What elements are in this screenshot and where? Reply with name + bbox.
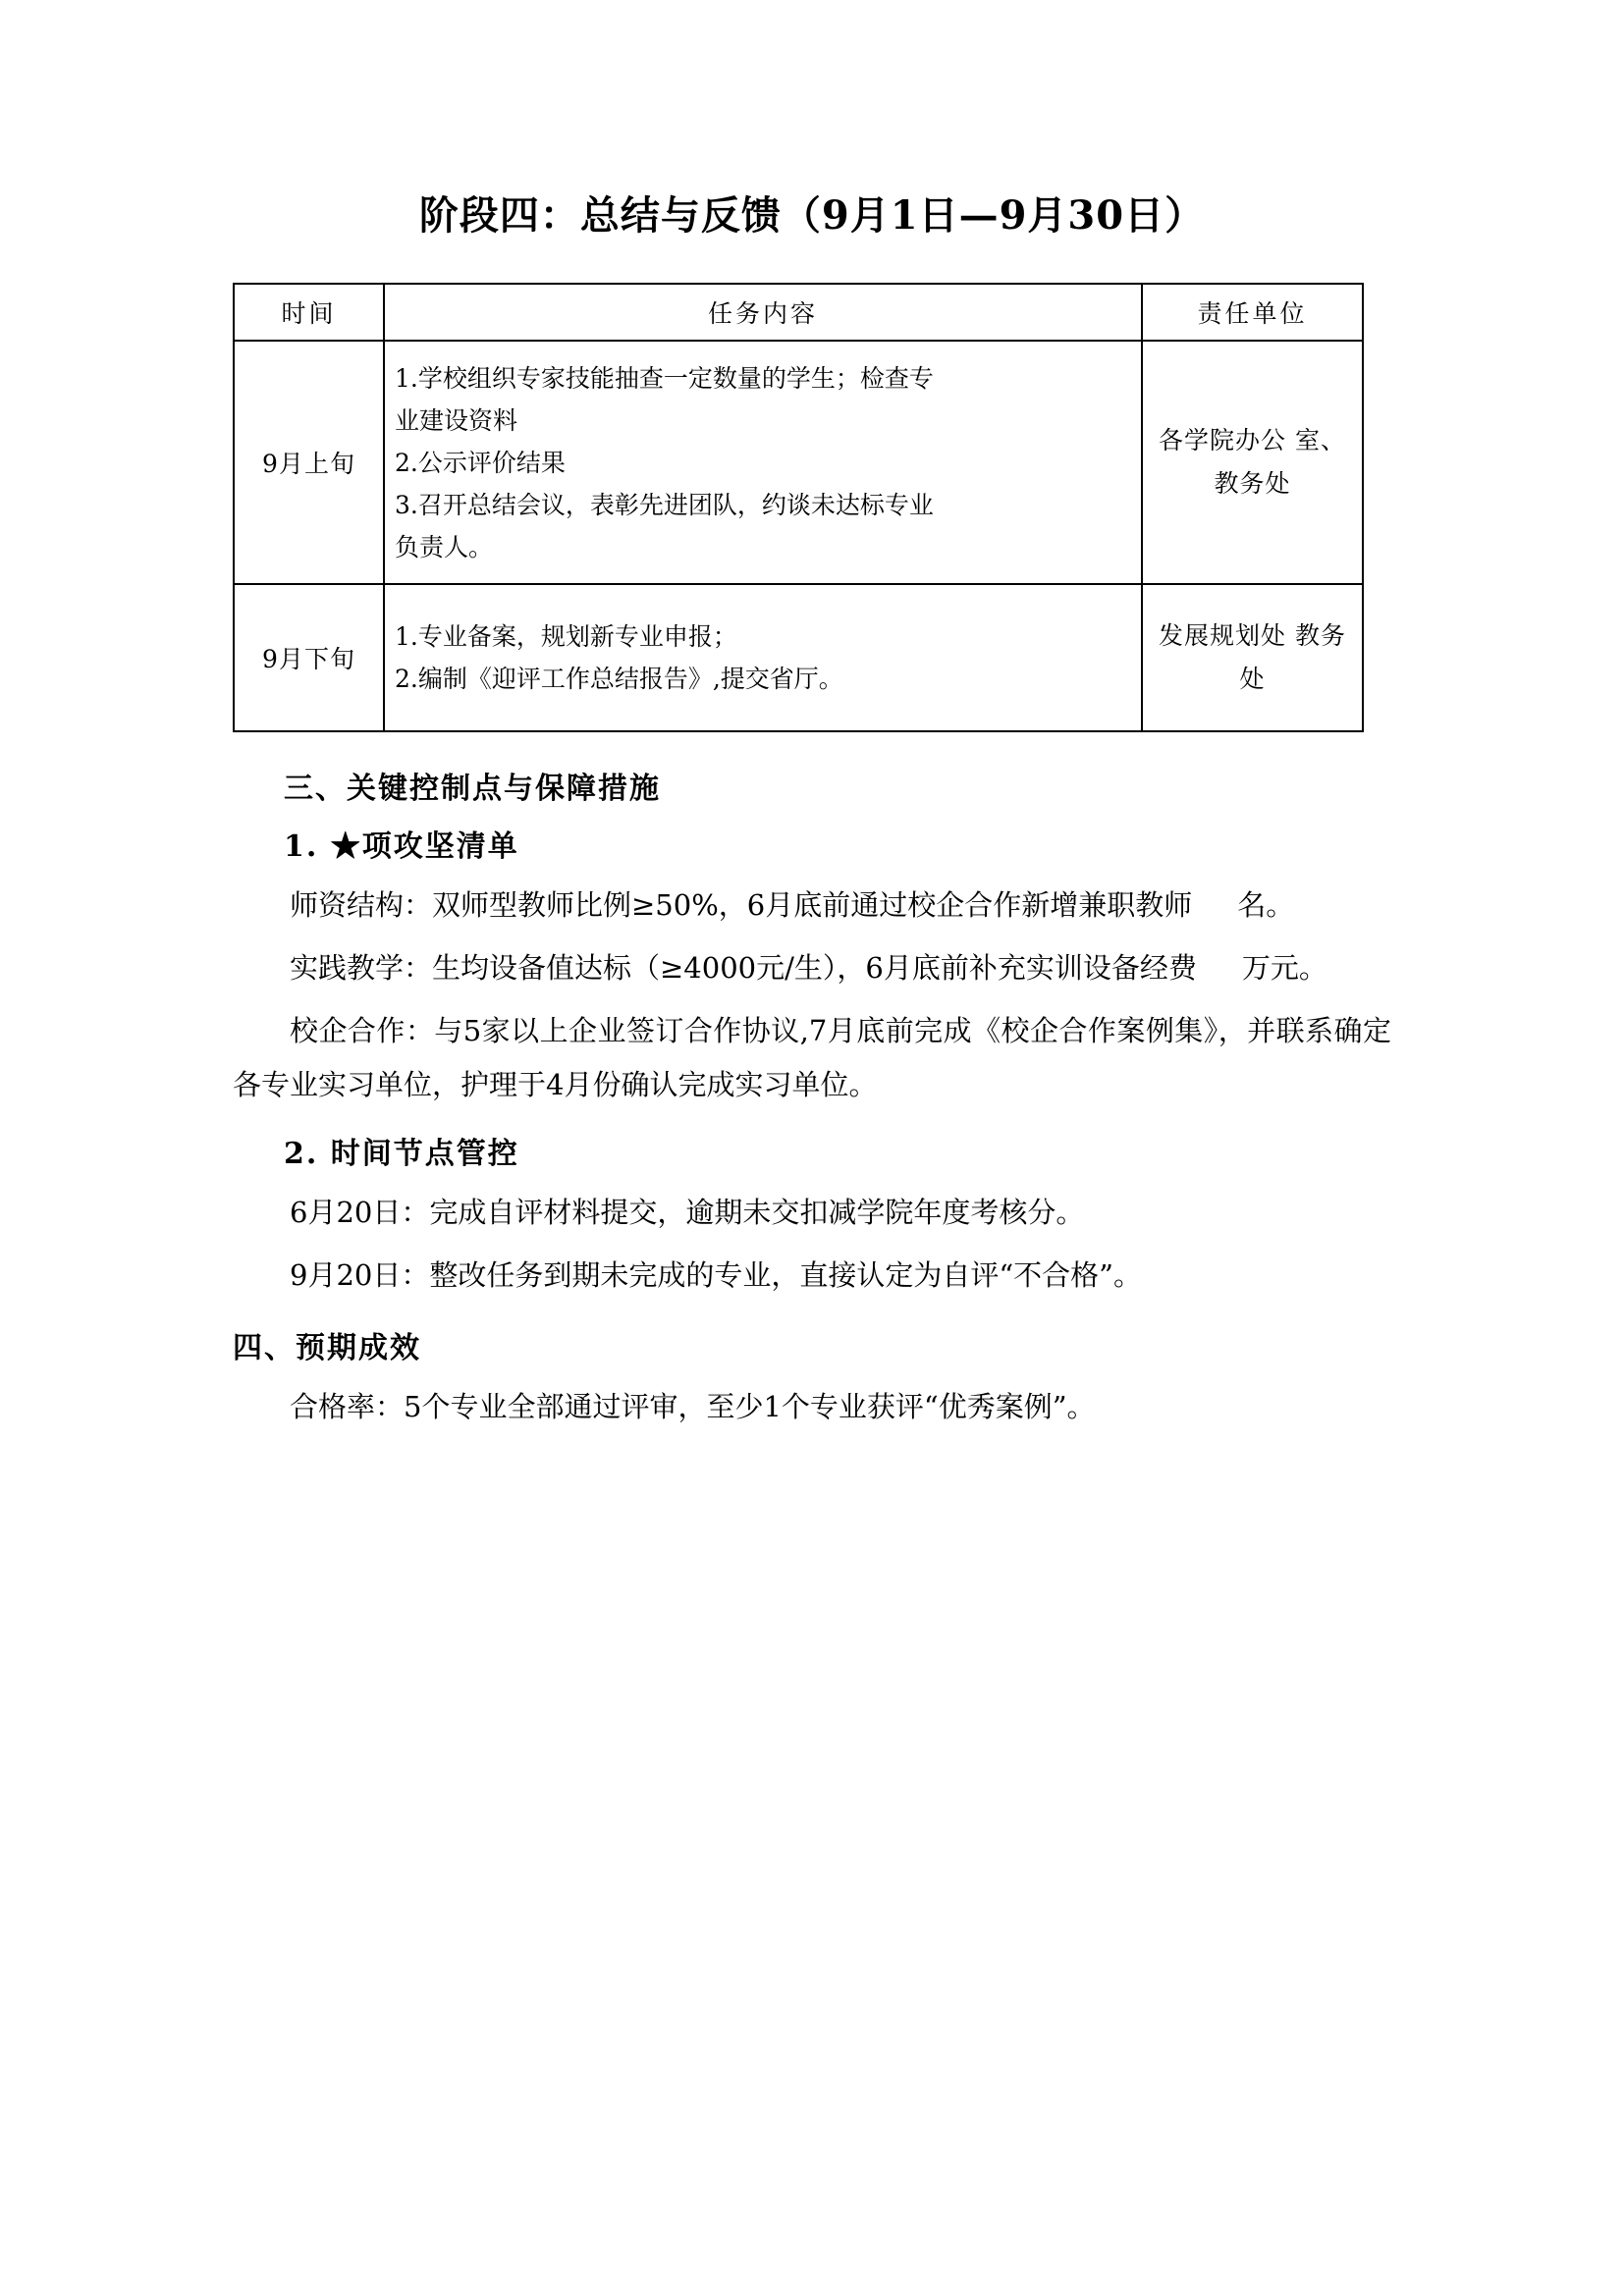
subsection-heading-time-control: 2. 时间节点管控 [284, 1136, 519, 1171]
phase-four-schedule-table [233, 283, 1364, 732]
column-header-unit: 责任单位 [1142, 284, 1363, 341]
paragraph-september-deadline: 9月20日：整改任务到期未完成的专业，直接认定为自评“不合格”。 [290, 1258, 1143, 1293]
cell-unit [1142, 584, 1363, 731]
unit-line: 教务处 [1239, 621, 1346, 693]
section-heading-four: 四、预期成效 [233, 1330, 421, 1365]
paragraph-faculty-structure [233, 871, 1391, 934]
paragraph-text-after-blank: 万元。 [1241, 950, 1327, 985]
unit-line: 各学院办公 [1159, 426, 1287, 455]
paragraph-practical-teaching [233, 934, 1391, 996]
column-header-task: 任务内容 [384, 284, 1142, 341]
table-row [234, 341, 1363, 584]
unit-line: 室、教务处 [1214, 426, 1346, 498]
table-row [234, 584, 1363, 731]
table-header-row [234, 284, 1363, 341]
page-title: 阶段四：总结与反馈（9月1日—9月30日） [418, 192, 1206, 239]
paragraph-june-deadline: 6月20日：完成自评材料提交，逾期未交扣减学院年度考核分。 [290, 1196, 1085, 1230]
cell-time: 9月上旬 [234, 341, 384, 584]
cell-time: 9月下旬 [234, 584, 384, 731]
task-line: 2.编制《迎评工作总结报告》,提交省厅。 [395, 665, 843, 693]
paragraph-pass-rate: 合格率：5个专业全部通过评审，至少1个专业获评“优秀案例”。 [290, 1390, 1096, 1424]
paragraph-text-before-blank: 师资结构：双师型教师比例≥50%，6月底前通过校企合作新增兼职教师 [290, 888, 1193, 923]
cell-task [384, 341, 1142, 584]
task-line: 3.召开总结会议，表彰先进团队，约谈未达标专业 [395, 490, 934, 519]
paragraph-text-before-blank: 实践教学：生均设备值达标（≥4000元/生），6月底前补充实训设备经费 [290, 950, 1197, 985]
paragraph-school-enterprise-cooperation: 校企合作：与5家以上企业签订合作协议,7月底前完成《校企合作案例集》，并联系确定各专业实习单位，护理于4月份确认完成实习单位。 [233, 1013, 1391, 1102]
task-line: 负责人。 [395, 532, 494, 561]
section-heading-three: 三、关键控制点与保障措施 [284, 772, 661, 806]
task-line: 1.专业备案，规划新专业申报； [395, 622, 737, 651]
unit-line: 发展规划处 [1159, 621, 1287, 651]
subsection-heading-key-tasks: 1. ★项攻坚清单 [284, 828, 519, 864]
paragraph-text-after-blank: 名。 [1237, 888, 1295, 923]
column-header-time: 时间 [234, 284, 384, 341]
phase-four-table-wrapper [233, 283, 1362, 732]
task-line: 业建设资料 [395, 405, 518, 435]
cell-task [384, 584, 1142, 731]
page-content [233, 0, 1391, 1435]
cell-unit [1142, 341, 1363, 584]
task-line: 2.公示评价结果 [395, 448, 566, 477]
task-line: 1.学校组织专家技能抽查一定数量的学生；检查专 [395, 363, 934, 393]
